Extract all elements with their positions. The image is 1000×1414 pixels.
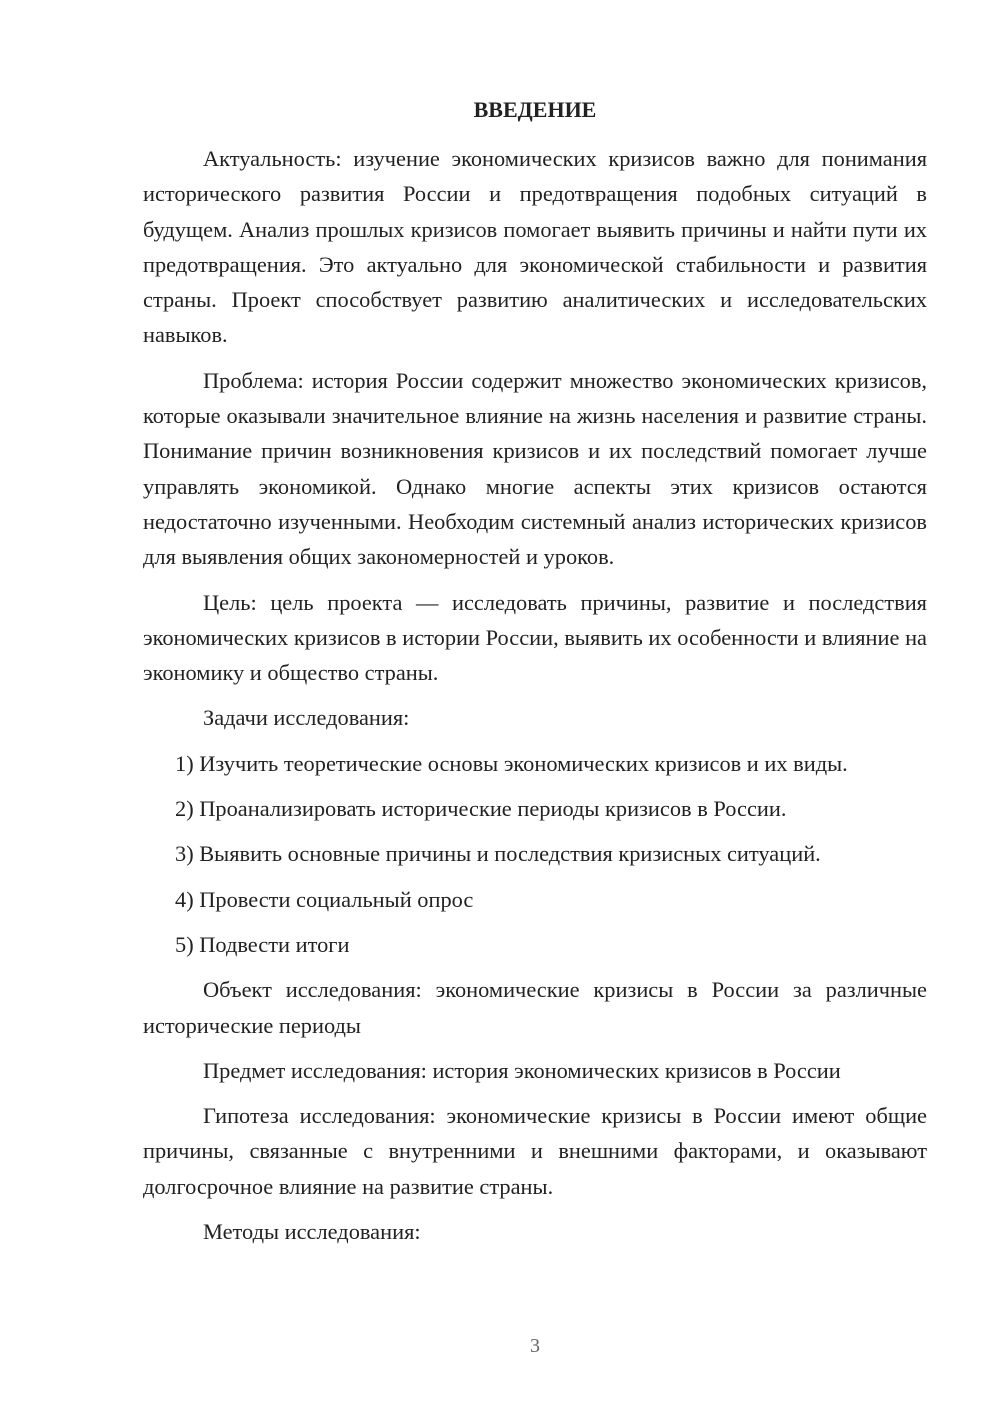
- task-item-5: 5) Подвести итоги: [175, 931, 350, 957]
- page-heading: ВВЕДЕНИЕ: [473, 97, 597, 122]
- document-body: [143, 141, 927, 1259]
- document-page: [143, 0, 927, 1414]
- paragraph-subject: Предмет исследования: история экономических кризисов в России: [203, 1057, 841, 1083]
- paragraph-methods: Методы исследования:: [203, 1219, 421, 1245]
- paragraph-hypothesis: Гипотеза исследования: экономические кризисы в России имеют общие причины, связанные с внутренними и внешними факторами, и оказывают долгосрочное влияние на развитие страны.: [143, 1103, 927, 1199]
- tasks-list: [143, 746, 927, 962]
- paragraph-goal: Цель: цель проекта — исследовать причины, развитие и последствия экономических кризисов в истории России, выявить их особенности и влияние на экономику и общество страны.: [143, 589, 927, 686]
- task-item-1: 1) Изучить теоретические основы экономических кризисов и их виды.: [175, 750, 848, 776]
- tasks-title: Задачи исследования:: [203, 705, 410, 731]
- paragraph-object: Объект исследования: экономические кризисы в России за различные исторические периоды: [143, 977, 927, 1038]
- paragraph-problem: Проблема: история России содержит множество экономических кризисов, которые оказывали значительное влияние на жизнь населения и развитие страны. Понимание причин возникновения кризисов и их последствий помогает лучше управлять экономикой. Однако многие аспекты этих кризисов остаются недостаточно изученными. Необходим системный анализ исторических кризисов для выявления общих закономерностей и уроков.: [143, 367, 927, 570]
- page-number: 3: [530, 1335, 540, 1357]
- paragraph-relevance: Актуальность: изучение экономических кризисов важно для понимания исторического развития России и предотвращения подобных ситуаций в будущем. Анализ прошлых кризисов помогает выявить причины и найти пути их предотвращения. Это актуально для экономической стабильности и развития страны. Проект способствует развитию аналитических и исследовательских навыков.: [143, 146, 927, 348]
- task-item-3: 3) Выявить основные причины и последствия кризисных ситуаций.: [175, 841, 821, 867]
- task-item-4: 4) Провести социальный опрос: [175, 886, 474, 912]
- task-item-2: 2) Проанализировать исторические периоды кризисов в России.: [175, 796, 787, 822]
